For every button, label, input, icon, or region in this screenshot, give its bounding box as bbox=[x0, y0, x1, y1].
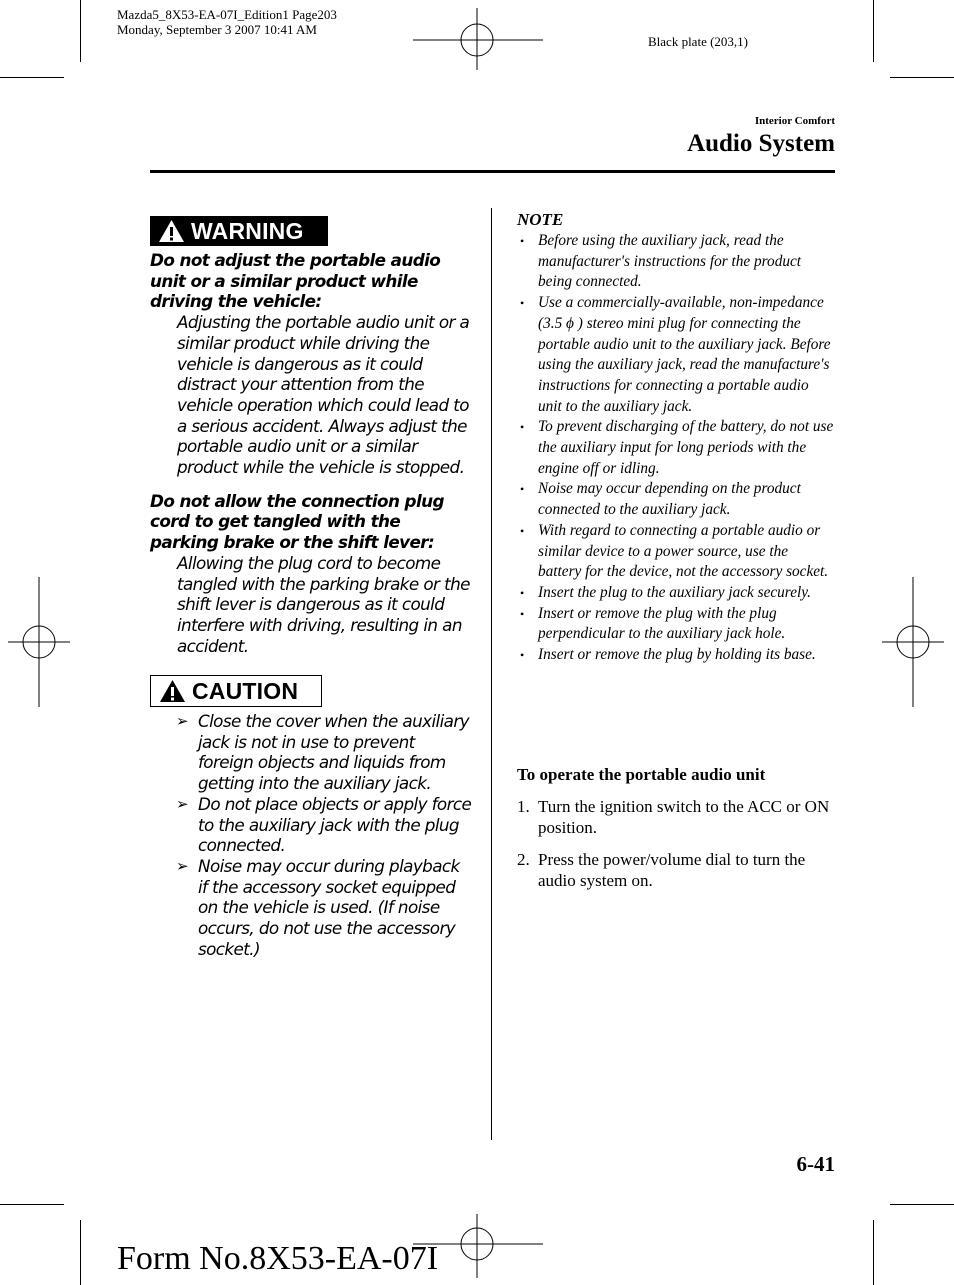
caution-content bbox=[150, 711, 472, 959]
step-number: 1. bbox=[517, 797, 530, 816]
header-rule bbox=[150, 170, 835, 173]
caution-item bbox=[150, 711, 472, 794]
crop-mark bbox=[0, 1204, 64, 1205]
note-item-text: To prevent discharging of the battery, do not use the auxiliary input for long periods with the engine off or idling. bbox=[538, 418, 834, 477]
note-item bbox=[517, 521, 835, 583]
crop-mark bbox=[873, 0, 874, 62]
warning-heading: Do not allow the connection plug cord to get tangled with the parking brake or the shift lever: bbox=[150, 490, 444, 553]
note-item bbox=[517, 417, 835, 479]
note-item bbox=[517, 293, 835, 417]
caution-item-text: Noise may occur during playback if the accessory socket equipped on the vehicle is used. (If noise occurs, do not use the accessory socket.) bbox=[198, 855, 460, 959]
bullet-icon: • bbox=[520, 606, 525, 621]
note-block bbox=[517, 210, 835, 666]
warning-content bbox=[150, 250, 472, 656]
bullet-icon: • bbox=[520, 296, 525, 311]
section-label: Interior Comfort bbox=[754, 115, 835, 127]
note-item-text: Use a commercially-available, non-impedance (3.5 ϕ ) stereo mini plug for connecting the portable audio unit to the auxiliary jack. Before using the auxiliary jack, read the manufacture's instructions for connecting a portable audio unit to the auxiliary jack. bbox=[538, 294, 831, 415]
crop-mark bbox=[80, 1220, 81, 1285]
warning-triangle-icon bbox=[158, 219, 185, 243]
note-item-text: Before using the auxiliary jack, read the manufacturer's instructions for the product being connected. bbox=[538, 232, 802, 291]
note-item bbox=[517, 231, 835, 293]
note-item-text: Noise may occur depending on the product connected to the auxiliary jack. bbox=[538, 480, 801, 519]
bullet-icon: • bbox=[520, 648, 525, 663]
plate-label: Black plate (203,1) bbox=[648, 34, 748, 49]
column-divider bbox=[491, 208, 492, 1140]
step-text: Turn the ignition switch to the ACC or ON position. bbox=[538, 797, 830, 837]
operate-block bbox=[517, 765, 837, 902]
warning-badge bbox=[150, 216, 328, 246]
arrow-bullet-icon: ➢ bbox=[176, 712, 188, 730]
warning-body: Allowing the plug cord to become tangled with the parking brake or the shift lever is dangerous as it could interfere with driving, resulting in an accident. bbox=[177, 552, 470, 656]
bullet-icon: • bbox=[520, 585, 525, 600]
note-title: NOTE bbox=[517, 210, 564, 229]
bullet-icon: • bbox=[520, 523, 525, 538]
warning-body: Adjusting the portable audio unit or a similar product while driving the vehicle is dangerous as it could distract your attention from the vehicle operation which could lead to a serious accident. Always adjust the portable audio unit or a similar product while the vehicle is stopped. bbox=[177, 312, 470, 478]
bullet-icon: • bbox=[520, 420, 525, 435]
registration-mark bbox=[8, 577, 70, 707]
file-info bbox=[117, 7, 337, 37]
caution-item bbox=[150, 794, 472, 856]
registration-mark bbox=[413, 8, 543, 70]
warning-label: WARNING bbox=[191, 217, 304, 244]
bullet-icon: • bbox=[520, 234, 525, 248]
note-list bbox=[517, 231, 835, 666]
note-item bbox=[517, 583, 835, 604]
operate-steps bbox=[517, 796, 837, 891]
page-title: Audio System bbox=[687, 130, 835, 157]
step-item bbox=[517, 796, 837, 838]
caution-item bbox=[150, 856, 472, 960]
note-item bbox=[517, 604, 835, 645]
step-item bbox=[517, 849, 837, 891]
operate-heading: To operate the portable audio unit bbox=[517, 765, 766, 784]
note-item-text: With regard to connecting a portable audio or similar device to a power source, use the battery for the device, not the accessory socket. bbox=[538, 521, 829, 581]
step-text: Press the power/volume dial to turn the audio system on. bbox=[538, 850, 806, 890]
crop-mark bbox=[890, 1204, 954, 1205]
registration-mark bbox=[882, 577, 944, 707]
note-item bbox=[517, 645, 835, 666]
bullet-icon: • bbox=[520, 482, 525, 497]
note-item bbox=[517, 479, 835, 520]
warning-heading: Do not adjust the portable audio unit or a similar product while driving the vehicle: bbox=[150, 250, 441, 312]
crop-mark bbox=[890, 77, 954, 78]
page-number: 6-41 bbox=[796, 1152, 835, 1176]
file-info-line: Monday, September 3 2007 10:41 AM bbox=[117, 22, 317, 37]
crop-mark bbox=[80, 0, 81, 62]
file-info-line: Mazda5_8X53-EA-07I_Edition1 Page203 bbox=[117, 7, 337, 22]
note-item-text: Insert the plug to the auxiliary jack securely. bbox=[538, 583, 812, 601]
note-item-text: Insert or remove the plug with the plug perpendicular to the auxiliary jack hole. bbox=[538, 604, 786, 643]
form-number: Form No.8X53-EA-07I bbox=[117, 1240, 439, 1277]
crop-mark bbox=[873, 1220, 874, 1285]
caution-item-text: Do not place objects or apply force to the auxiliary jack with the plug connected. bbox=[198, 793, 472, 856]
caution-triangle-icon bbox=[159, 679, 186, 703]
caution-label: CAUTION bbox=[192, 677, 299, 704]
note-item-text: Insert or remove the plug by holding its base. bbox=[538, 646, 816, 664]
caution-badge bbox=[150, 675, 322, 707]
step-number: 2. bbox=[517, 850, 530, 869]
crop-mark bbox=[0, 77, 64, 78]
arrow-bullet-icon: ➢ bbox=[176, 794, 188, 813]
arrow-bullet-icon: ➢ bbox=[176, 856, 188, 875]
caution-list bbox=[150, 711, 472, 959]
caution-item-text: Close the cover when the auxiliary jack is not in use to prevent foreign objects and liquids from getting into the auxiliary jack. bbox=[198, 711, 469, 794]
